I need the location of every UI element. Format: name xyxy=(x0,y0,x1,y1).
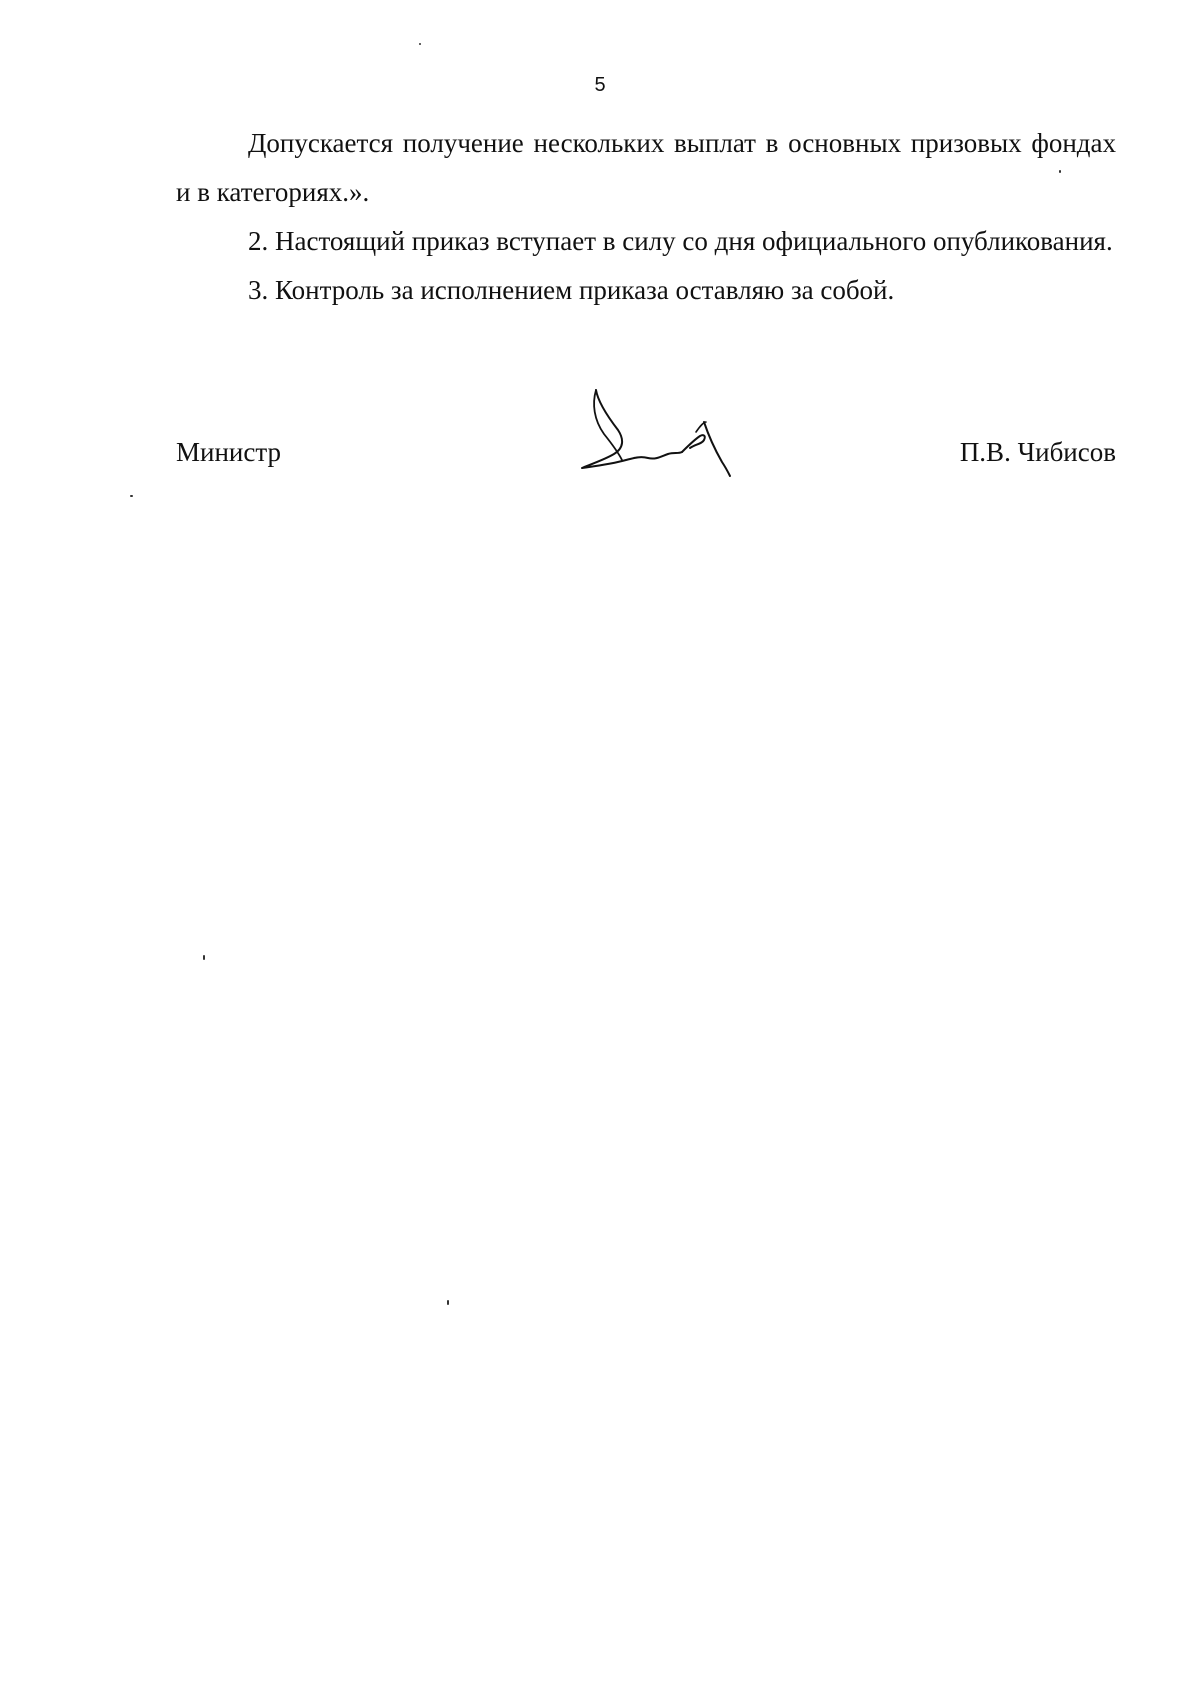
paragraph-continuation: Допускается получение нескольких выплат в основных призовых фондах и в категориях.». xyxy=(176,128,1116,207)
scan-speck xyxy=(130,495,133,497)
handwritten-signature xyxy=(578,382,738,482)
paragraph-item-3: 3. Контроль за исполнением приказа оставляю за собой. xyxy=(248,275,895,305)
scan-speck xyxy=(447,1300,449,1305)
signatory-name: П.В. Чибисов xyxy=(959,437,1116,467)
scan-speck xyxy=(203,955,205,960)
paragraph-item-2: 2. Настоящий приказ вступает в силу со дня официального опубликования. xyxy=(248,226,1113,256)
signatory-title: Министр xyxy=(176,437,281,467)
document-body xyxy=(176,119,1116,315)
page-number: 5 xyxy=(594,74,606,96)
scan-speck xyxy=(419,43,421,45)
scan-speck xyxy=(1059,170,1061,173)
